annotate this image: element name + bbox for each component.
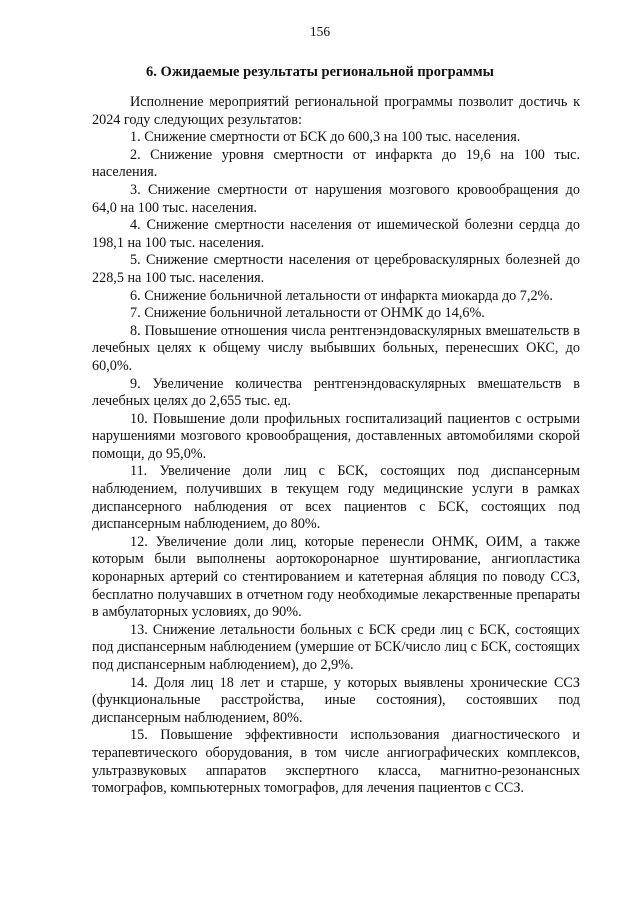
document-body	[92, 94, 580, 798]
result-item-15: 15. Повышение эффективности использования диагностического и терапевтического оборудования, в том числе ангиографических комплексов, ультразвуковых аппаратов экспертного класса, магнитно-резонансных томографов, компьютерных томографов, для лечения пациентов с ССЗ.	[92, 727, 580, 797]
result-item-1: 1. Снижение смертности от БСК до 600,3 на 100 тыс. населения.	[130, 129, 521, 146]
intro-paragraph: Исполнение мероприятий региональной программы позволит достичь к 2024 году следующих результатов:	[92, 94, 580, 128]
result-item-5: 5. Снижение смертности населения от цереброваскулярных болезней до 228,5 на 100 тыс. населения.	[92, 252, 580, 286]
result-item-10: 10. Повышение доли профильных госпитализаций пациентов с острыми нарушениями мозгового кровообращения, доставленных автомобилями скорой помощи, до 95,0%.	[92, 410, 580, 462]
result-item-8: 8. Повышение отношения числа рентгенэндоваскулярных вмешательств в лечебных целях к общему числу выбывших больных, перенесших ОКС, до 60,0%.	[92, 322, 580, 374]
result-item-7: 7. Снижение больничной летальности от ОНМК до 14,6%.	[130, 305, 485, 322]
result-item-13: 13. Снижение летальности больных с БСК среди лиц с БСК, состоящих под диспансерным наблюдением (умершие от БСК/число лиц с БСК, состоящих под диспансерным наблюдением), до 2,9%.	[92, 621, 580, 673]
result-item-14: 14. Доля лиц 18 лет и старше, у которых выявлены хронические ССЗ (функциональные расстройства, иные состояния), состоявших под диспансерным наблюдением, 80%.	[92, 674, 580, 726]
result-item-2: 2. Снижение уровня смертности от инфаркта до 19,6 на 100 тыс. населения.	[92, 146, 580, 181]
result-item-6: 6. Снижение больничной летальности от инфаркта миокарда до 7,2%.	[130, 287, 553, 304]
result-item-11: 11. Увеличение доли лиц с БСК, состоящих под диспансерным наблюдением, получивших в текущем году медицинские услуги в рамках диспансерного наблюдения от всех пациентов с БСК, состоящих под диспансерным наблюдением, до 80%.	[92, 463, 580, 533]
result-item-3: 3. Снижение смертности от нарушения мозгового кровообращения до 64,0 на 100 тыс. населения.	[92, 181, 580, 216]
result-item-4: 4. Снижение смертности населения от ишемической болезни сердца до 198,1 на 100 тыс. населения.	[92, 217, 580, 251]
result-item-12: 12. Увеличение доли лиц, которые перенесли ОНМК, ОИМ, а также которым были выполнены аортокоронарное шунтирование, ангиопластика коронарных артерий со стентированием и катетерная абляция по поводу ССЗ, бесплатно получавших в отчетном году необходимые лекарственные препараты в амбулаторных условиях, до 90%.	[92, 533, 580, 621]
section-title: 6. Ожидаемые результаты региональной программы	[146, 64, 494, 80]
result-item-9: 9. Увеличение количества рентгенэндоваскулярных вмешательств в лечебных целях до 2,655 тыс. ед.	[92, 375, 580, 410]
page-number: 156	[309, 24, 331, 39]
